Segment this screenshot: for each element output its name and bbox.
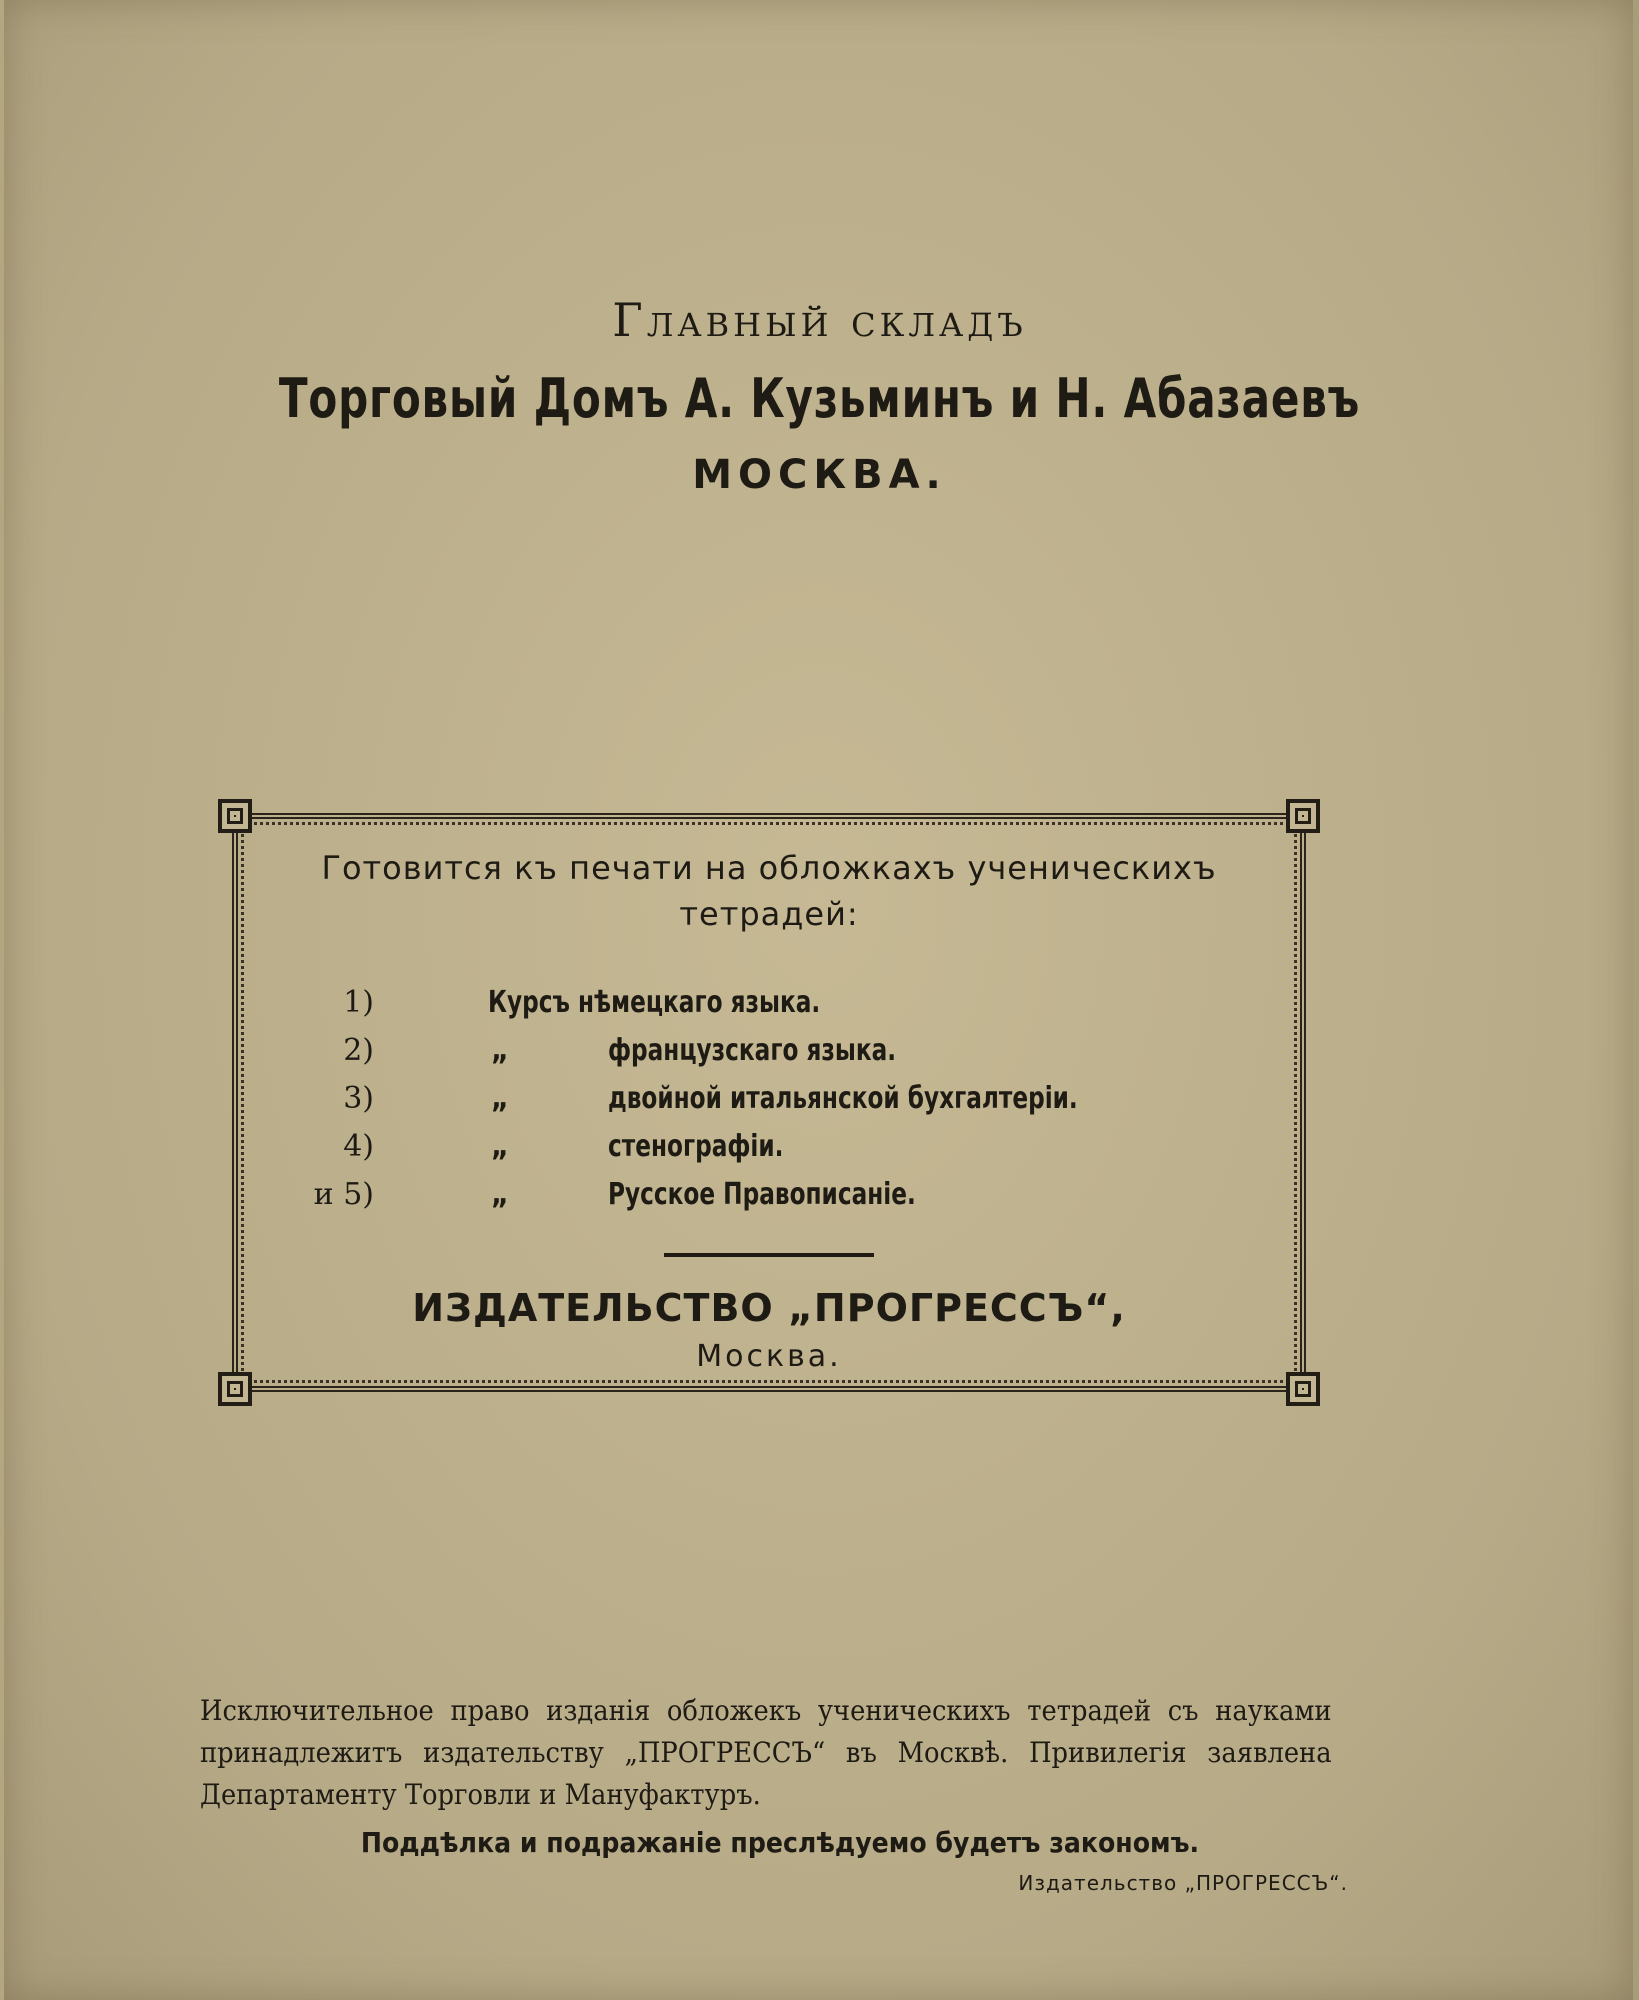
publisher-city: Москва. [696, 1339, 842, 1374]
list-item [254, 979, 1284, 1027]
frame-corner-ornament-icon [218, 1372, 252, 1406]
list-item [254, 1075, 1284, 1123]
list-item [254, 1171, 1284, 1219]
item-text: французскаго языка. [608, 1033, 897, 1068]
header-subtitle: Главный складъ [612, 293, 1027, 347]
publisher-name: ИЗДАТЕЛЬСТВО „ПРОГРЕССЪ“, [412, 1286, 1126, 1330]
divider [664, 1253, 874, 1257]
item-text: стенографіи. [608, 1129, 784, 1164]
item-number: 2) [343, 1033, 374, 1068]
frame-corner-ornament-icon [1286, 1372, 1320, 1406]
header-city: МОСКВА. [692, 452, 947, 498]
publisher-imprint: Издательство „ПРОГРЕССЪ“. [1018, 1871, 1348, 1895]
list-item [254, 1027, 1284, 1075]
item-text: Русское Правописаніе. [608, 1177, 916, 1212]
counterfeit-warning: Поддѣлка и подражаніе преслѣдуемо будетъ закономъ. [360, 1826, 1200, 1859]
ditto-mark: „ [491, 1033, 509, 1068]
footer [200, 1690, 1360, 1898]
item-number: 1) [343, 985, 374, 1020]
ditto-mark: „ [491, 1129, 509, 1164]
announcement [254, 845, 1284, 1380]
frame-corner-ornament-icon [1286, 799, 1320, 833]
announcement-intro: Готовится къ печати на обложкахъ ученическихъ тетрадей: [321, 849, 1217, 933]
item-text: двойной итальянской бухгалтеріи. [608, 1081, 1078, 1116]
ornamental-frame [214, 795, 1324, 1410]
list-item [254, 1123, 1284, 1171]
header-block [0, 290, 1639, 502]
ditto-mark: „ [491, 1177, 509, 1212]
item-text: Курсъ нѣмецкаго языка. [488, 985, 821, 1020]
item-number: 4) [343, 1129, 374, 1164]
ditto-mark: „ [491, 1081, 509, 1116]
frame-corner-ornament-icon [218, 799, 252, 833]
course-list [254, 979, 1284, 1219]
header-company: Торговый Домъ А. Кузьминъ и Н. Абазаевъ [278, 367, 1361, 430]
item-number: 3) [343, 1081, 374, 1116]
rights-notice: Исключительное право изданія обложекъ ученическихъ тетрадей съ науками принадлежитъ издательству „ПРОГРЕССЪ“ въ Москвѣ. Привилегія заявлена Департаменту Торговли и Мануфактуръ. [200, 1694, 1332, 1811]
item-number: и 5) [313, 1177, 374, 1212]
